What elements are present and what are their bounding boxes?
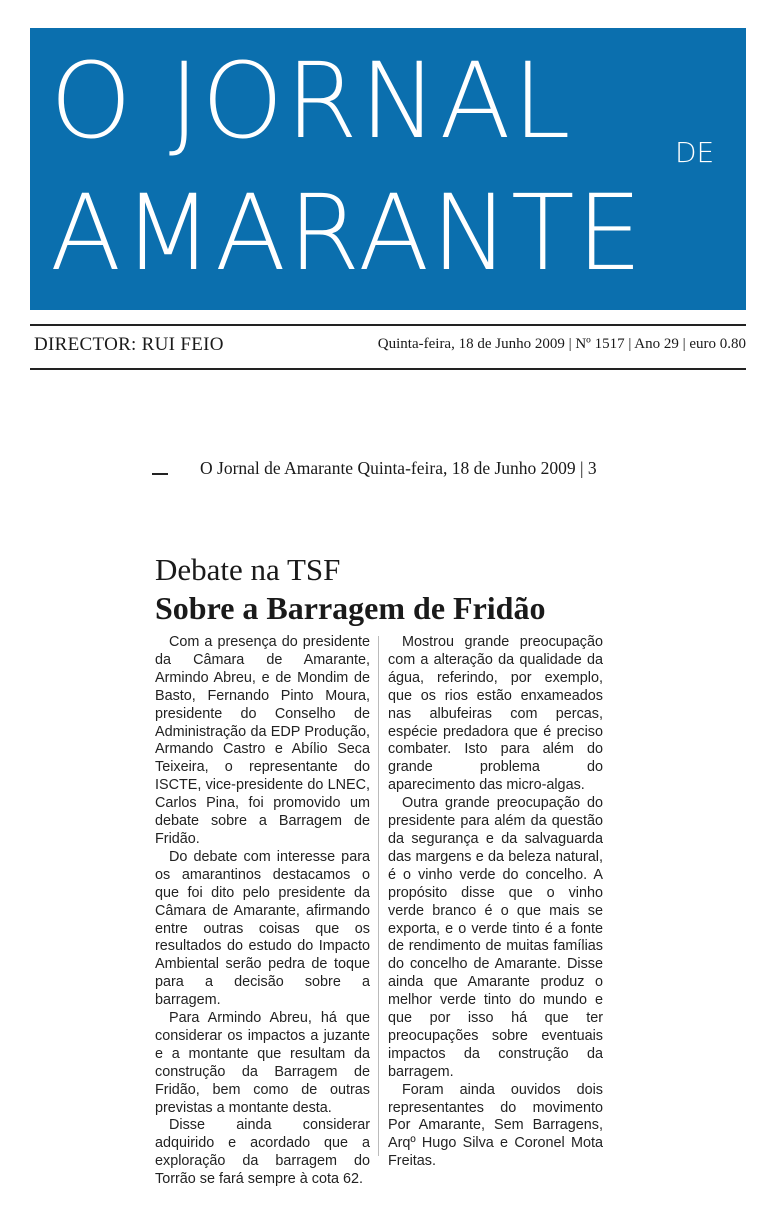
article-paragraph: Disse ainda considerar adquirido e acordado que a exploração da barragem do Torrão se fará sempre à cota 62. [155, 1117, 370, 1188]
article-headline: Sobre a Barragem de Fridão [155, 590, 546, 626]
article-kicker: Debate na TSF [155, 552, 341, 587]
article-column-left [155, 634, 370, 1189]
masthead-title-de: DE [675, 136, 715, 169]
article-paragraph: Outra grande preocupação do presidente para além da questão da segurança e da salvaguarda das margens e da beleza natural, é o vinho verde do concelho. A propósito disse que o vinho verde branco é o que mais se exporta, e o verde tinto é a fonte de rendimento de muitas famílias do concelho de Amarante. Disse ainda que Amarante produz o melhor verde tinto do mundo e que por isso há que ter preocupações sobre eventuais impactos da construção da barragem. [388, 795, 603, 1080]
masthead-title-line1: O JORNAL [50, 40, 573, 162]
masthead-title-line2: AMARANTE [50, 172, 645, 294]
column-divider [378, 636, 379, 1156]
page-header-dash [152, 473, 168, 475]
page-header: O Jornal de Amarante Quinta-feira, 18 de Junho 2009 | 3 [200, 458, 597, 478]
article-paragraph: Foram ainda ouvidos dois representantes do movimento Por Amarante, Sem Barragens, Arqº Hugo Silva e Coronel Mota Freitas. [388, 1081, 603, 1170]
info-bar-top-rule [30, 324, 746, 326]
info-bar-bottom-rule [30, 368, 746, 370]
article-paragraph: Mostrou grande preocupação com a alteração da qualidade da água, referindo, por exemplo, que os rios estão enxameados nas albufeiras com percas, espécie predadora que é preciso combater. Isto para além do grande problema do aparecimento das micro-algas. [388, 634, 603, 794]
article-paragraph: Para Armindo Abreu, há que considerar os impactos a juzante e a montante que resultam da construção da Barragem de Fridão, bem como de outras previstas a montante desta. [155, 1010, 370, 1116]
article-column-right [388, 634, 603, 1171]
director-credit: DIRECTOR: RUI FEIO [34, 334, 224, 355]
issue-info: Quinta-feira, 18 de Junho 2009 | Nº 1517 | Ano 29 | euro 0.80 [377, 336, 746, 352]
article-paragraph: Do debate com interesse para os amarantinos destacamos o que foi dito pelo presidente da Câmara de Amarante, afirmando entre outras coisas que os resultados do estudo do Impacto Ambiental serão pedra de toque para a decisão sobre a barragem. [155, 848, 370, 1009]
article-paragraph: Com a presença do presidente da Câmara de Amarante, Armindo Abreu, e de Mondim de Basto, Fernando Pinto Moura, presidente do Conselho de Administração da EDP Produção, Armando Castro e Abílio Seca Teixeira, o representante do ISCTE, vice-presidente do LNEC, Carlos Pina, foi promovido um debate sobre a Barragem de Fridão. [155, 634, 370, 847]
masthead-banner [30, 28, 746, 310]
